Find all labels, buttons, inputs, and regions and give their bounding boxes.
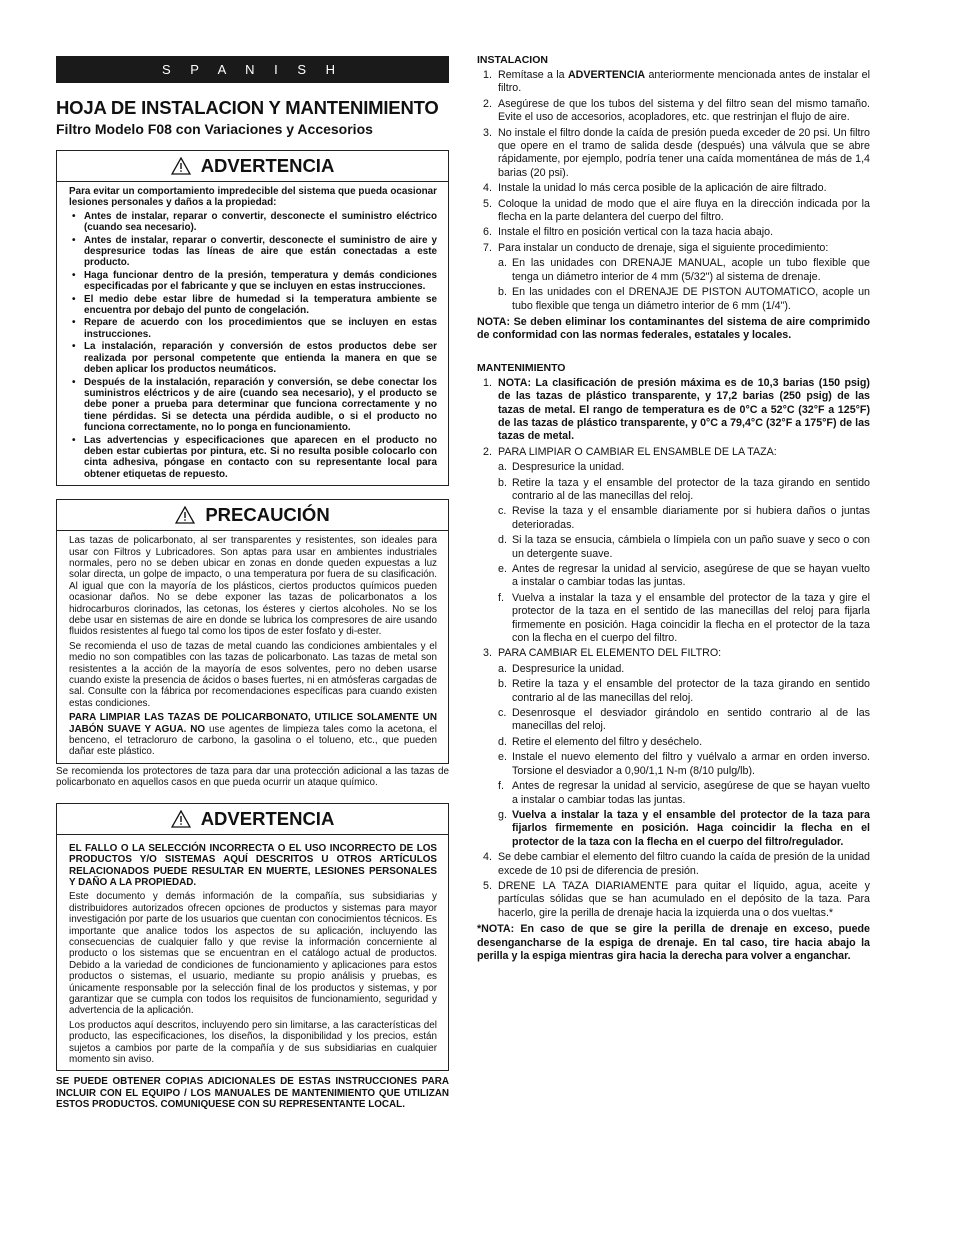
maintenance-substep: [477, 780, 870, 807]
caution-box: [56, 499, 449, 764]
maintenance-step: [477, 647, 870, 660]
warning-box-2: [56, 803, 449, 1072]
substep-text: Despresurice la unidad.: [512, 662, 625, 675]
substep-text: Retire la taza y el ensamble del protector de la taza girando en sentido contrario al de las manecillas del reloj.: [512, 678, 870, 704]
step-text-bold: ADVERTENCIA: [567, 69, 646, 81]
warning-2-paragraph-2: Este documento y demás información de la compañía, sus subsidiarias y distribuidores autorizados ofrecen opciones de productos y sistemas para mayor investigación por parte de los usuarios que cuentan con conocimientos técnicos. Es importante que analice todos los aspectos de su aplicación, incluyendo las consecuencias de cualquier fallo y que revise la información concerniente al producto o los sistemas que se encuentran en el catálogo actual de productos. Debido a la variedad de condiciones de funcionamiento y aplicaciones para estos productos o sistemas, el usuario, mediante su propio análisis y pruebas, es únicamente responsable por la selección final de los productos y sistemas, y por garantizar que se cumpla con todos los requisitos de funcionamiento, seguridad y advertencia de la aplicación.: [69, 891, 437, 1017]
step-number: 7.: [483, 241, 492, 254]
warning-1-item: • Repare de acuerdo con los procedimientos que se incluyen en estas instrucciones.: [69, 317, 437, 340]
step-number: 5.: [483, 879, 492, 892]
step-text: Instale el filtro en posición vertical con la taza hacia abajo.: [498, 226, 774, 239]
warning-box-2-body: [57, 835, 448, 1071]
warning-1-item: • Haga funcionar dentro de la presión, temperatura y demás condiciones especificadas por el fabricante y que se incluyen en estas instrucciones.: [69, 270, 437, 293]
maintenance-substep: [477, 663, 870, 676]
substep-text: Antes de regresar la unidad al servicio, asegúrese de que se hayan vuelto a instalar o cambiar todas las juntas.: [512, 563, 870, 589]
maintenance-step: [477, 377, 870, 444]
step-number: 1.: [483, 376, 492, 389]
substep-letter: b.: [498, 476, 507, 489]
substep-letter: a.: [498, 461, 507, 474]
maintenance-substep: [477, 678, 870, 705]
warning-box-1-title: ADVERTENCIA: [200, 155, 335, 176]
substep-text: Vuelva a instalar la taza y el ensamble del protector de la taza para fijarlos firmemente en posición. Haga coincidir la flecha en el protector de la taza con la flecha en el cuerpo del filtro/regulador.: [512, 808, 870, 848]
substep-letter: a.: [498, 662, 507, 675]
installation-heading: INSTALACION: [477, 54, 548, 66]
substep-letter: e.: [498, 563, 507, 575]
caution-cleaning-text: use agentes de limpieza tales como la acetona, el benceno, el tetracloruro de carbono, la gasolina o el tolueno, etc., que pueden dañar este plástico.: [69, 723, 437, 758]
installation-step: [477, 226, 870, 239]
substep-text: Despresurice la unidad.: [512, 461, 625, 474]
installation-step: [477, 198, 870, 225]
caution-box-header: [57, 500, 448, 531]
document-title: HOJA DE INSTALACION Y MANTENIMIENTO: [56, 97, 439, 118]
warning-box-1-body: [57, 182, 448, 485]
maintenance-substep: [477, 534, 870, 561]
step-text: NOTA: La clasificación de presión máxima es de 10,3 barias (150 psig) de las tazas de plástico transparente, y 17,2 barias (250 psig) de las tazas de metal. El rango de temperatura es de 0°C a 52°C (32°F a 125°F) de las tazas de plástico transparente, y 0°C a 79,4°C (32°F a 175°F) de las tazas de metal.: [498, 376, 870, 443]
warning-box-2-title: ADVERTENCIA: [200, 807, 335, 829]
maintenance-substep: [477, 736, 870, 749]
step-text: Instale la unidad lo más cerca posible de la aplicación de aire filtrado.: [498, 182, 827, 195]
step-text: Asegúrese de que los tubos del sistema y del filtro sean del mismo tamaño. Evite el uso de accesorios, acopladores, etc. que restrinjan el flujo de aire.: [498, 97, 870, 124]
step-text: anteriormente mencionada antes de instalar el filtro.: [498, 69, 870, 95]
installation-step: [477, 98, 870, 125]
step-text: Se debe cambiar el elemento del filtro cuando la caída de presión de la unidad excede de 10 psi de diferencia de presión.: [498, 851, 870, 877]
step-number: 5.: [483, 197, 492, 210]
step-number: 2.: [483, 97, 492, 110]
substep-text: Vuelva a instalar la taza y el ensamble del protector de la taza y gire el protector de la taza en el sentido de las manecillas del reloj para fijarla firmemente en posición. Haga coincidir la flecha en el protector de la taza con la flecha en el cuerpo del filtro.: [512, 591, 870, 645]
step-text: PARA LIMPIAR O CAMBIAR EL ENSAMBLE DE LA TAZA:: [498, 445, 777, 458]
maintenance-substep: [477, 461, 870, 474]
step-number: 4.: [483, 851, 492, 864]
step-number: 3.: [483, 647, 492, 660]
warning-1-item: • Antes de instalar, reparar o convertir, desconecte el suministro de aire y despresurice todas las líneas de aire que están conectadas a este producto.: [69, 235, 437, 269]
step-text: Coloque la unidad de modo que el aire fluya en la dirección indicada por la flecha en la parte delantera del cuerpo del filtro.: [498, 197, 870, 224]
maintenance-heading: MANTENIMIENTO: [477, 361, 566, 374]
substep-text: Retire el elemento del filtro y deséchelo.: [512, 735, 703, 748]
maintenance-step: [477, 851, 870, 878]
warning-2-paragraph-1: EL FALLO O LA SELECCIÓN INCORRECTA O EL USO INCORRECTO DE LOS PRODUCTOS Y/O SISTEMAS AQUÍ DESCRITOS U OTROS ARTÍCULOS RELACIONADOS PUEDE RESULTAR EN MUERTE, LESIONES PERSONALES Y DAÑO A LA PROPIEDAD.: [69, 842, 437, 888]
maintenance-step: [477, 446, 870, 459]
step-text: Para instalar un conducto de drenaje, siga el siguiente procedimiento:: [498, 241, 829, 254]
caution-box-title: PRECAUCIÓN: [205, 504, 330, 526]
warning-2-paragraph-3: Los productos aquí descritos, incluyendo pero sin limitarse, a las características del producto, las especificaciones, los diseños, la disponibilidad y los precios, están sujetos a cambios por parte de la compañía y de sus subsidiarias en cualquier momento sin aviso.: [69, 1019, 437, 1065]
warning-1-item: • La instalación, reparación y conversión de estos productos debe ser realizada por personal competente que entienda la manera en que se deben aplicar los productos neumáticos.: [69, 341, 437, 375]
substep-text: Instale el nuevo elemento del filtro y vuélvalo a armar en orden inverso. Torsione el desviador a 0,90/1,1 N-m (8/10 pulg/lb).: [512, 751, 870, 777]
step-number: 2.: [483, 445, 492, 458]
maintenance-step: [477, 880, 870, 920]
warning-box-1: [56, 150, 449, 486]
substep-letter: c.: [498, 707, 507, 720]
substep-text: Antes de regresar la unidad al servicio, asegúrese de que se hayan vuelto a instalar o cambiar todas las juntas.: [512, 780, 870, 806]
step-text: No instale el filtro donde la caída de presión pueda exceder de 20 psi. Un filtro que opere en el tramo de salida desde (después) una válvula que se abre rápidamente, por ejemplo, podría tener una caída momentánea de más de 1,4 barias (20 psi).: [498, 126, 870, 179]
caution-paragraph-1: Las tazas de policarbonato, al ser transparentes y resistentes, son ideales para usar con Filtros y Lubricadores. Son aptas para usar en ambientes industriales normales, pero no se deben ubicar en zonas en donde queden expuestas a luz solar directa, un golpe de impacto, o una temperatura por fuera de su clasificación. Al igual que con la mayoría de los plásticos, ciertos productos químicos pueden ocasionar daños. No se debe exponer las tazas de policarbonatos a los hidrocarburos clorinados, las cetonas, los ésteres y ciertos alcoholes. No se los debe usar en sistemas de aire en donde se lubrica los compresores de aire usando fluidos resistentes al fuego tal como los tipos de ester fosfato y di-ester.: [69, 535, 437, 638]
substep-letter: a.: [498, 257, 507, 270]
right-column: [477, 54, 870, 963]
step-number: 4.: [483, 182, 492, 195]
bowl-guard-note: Se recomienda los protectores de taza para dar una protección adicional a las tazas de policarbonato en aquellos casos en que pueda ocurrir un ataque químico.: [56, 765, 449, 789]
warning-triangle-icon: [171, 810, 191, 828]
maintenance-substep: [477, 809, 870, 849]
warning-triangle-icon: [171, 157, 191, 175]
substep-text: Desenrosque el desviador girándolo en sentido contrario al de las manecillas del reloj.: [512, 707, 870, 733]
left-column: [56, 56, 449, 1111]
installation-step: [477, 182, 870, 195]
caution-paragraph-3: [69, 712, 437, 758]
step-number: 1.: [483, 69, 492, 81]
maintenance-substep: [477, 563, 870, 590]
maintenance-note: *NOTA: En caso de que se gire la perilla de drenaje en exceso, puede desengancharse de la espiga de drenaje. En tal caso, tire hacia abajo la perilla y la espiga mientras gira hacia la derecha para volver a enganchar.: [477, 923, 870, 962]
installation-substep: [477, 286, 870, 313]
caution-paragraph-2: Se recomienda el uso de tazas de metal cuando las condiciones ambientales y el medio no son compatibles con las tazas de policarbonato. Las tazas de metal son resistentes a la acción de la mayoría de esos solventes, pero no deben usarse cuando existe la presencia de ácidos o bases fuertes, ni en atmósferas cargadas de sal. Consulte con la fábrica por recomendaciones específicas para cuando existen estas condiciones.: [69, 640, 437, 709]
substep-letter: f.: [498, 591, 504, 604]
caution-cleaning-warning: PARA LIMPIAR LAS TAZAS DE POLICARBONATO, UTILICE SOLAMENTE UN JABÓN SUAVE Y AGUA. NO: [69, 712, 437, 735]
substep-text: En las unidades con DRENAJE MANUAL, acople un tubo flexible que tenga un diámetro interior de 4 mm (5/32") al sistema de drenaje.: [512, 257, 870, 283]
installation-substep: [477, 257, 870, 284]
substep-letter: b.: [498, 678, 507, 691]
maintenance-substep: [477, 477, 870, 504]
installation-step: [477, 127, 870, 181]
warning-box-2-header: [57, 804, 448, 835]
substep-letter: d.: [498, 735, 507, 748]
warning-1-intro: Para evitar un comportamiento impredecible del sistema que pueda ocasionar lesiones personales y daños a la propiedad:: [69, 186, 437, 209]
warning-1-item: • Las advertencias y especificaciones que aparecen en el producto no deben estar cubiertas por pintura, etc. Si no resulta posible colocarlo con cinta adhesiva, póngase en contacto con su representante local para obtener etiquetas de repuesto.: [69, 435, 437, 481]
substep-text: Retire la taza y el ensamble del protector de la taza girando en sentido contrario al de las manecillas del reloj.: [512, 476, 870, 502]
maintenance-substep: [477, 592, 870, 646]
substep-text: Revise la taza y el ensamble diariamente por si hubiera daños o juntas deterioradas.: [512, 505, 870, 531]
step-text: DRENE LA TAZA DIARIAMENTE para quitar el líquido, agua, aceite y partículas sólidas que se han acumulado en el depósito de la taza. Para hacerlo, gire la perilla de drenaje hacia la izquierda una o dos vueltas.*: [498, 879, 870, 919]
caution-box-body: [57, 531, 448, 763]
warning-1-item: • Antes de instalar, reparar o convertir, desconecte el suministro eléctrico (cuando sea necesario).: [69, 211, 437, 234]
warning-1-item: • Después de la instalación, reparación y conversión, se debe conectar los suministros eléctricos y de aire (cuando sea necesario), y el producto se debe poner a prueba para determinar que funciona correctamente y no tiene pérdidas. Si se detecta una pérdida audible, o si el producto no funciona correctamente, no lo ponga en funcionamiento.: [69, 377, 437, 434]
warning-triangle-icon: [175, 506, 195, 524]
installation-step: [477, 242, 870, 255]
substep-text: Si la taza se ensucia, cámbiela o límpiela con un paño suave y seco o con un detergente suave.: [512, 534, 870, 560]
installation-step: [477, 69, 870, 96]
maintenance-substep: [477, 707, 870, 734]
warning-1-list: [69, 211, 437, 480]
step-text: PARA CAMBIAR EL ELEMENTO DEL FILTRO:: [498, 647, 722, 660]
additional-copies-note: SE PUEDE OBTENER COPIAS ADICIONALES DE ESTAS INSTRUCCIONES PARA INCLUIR CON EL EQUIPO / LOS MANUALES DE MANTENIMIENTO QUE UTILIZAN ESTOS PRODUCTOS. COMUNIQUESE CON SU REPRESENTANTE LOCAL.: [56, 1076, 449, 1111]
installation-note: NOTA: Se deben eliminar los contaminantes del sistema de aire comprimido de conformidad con las normas federales, estatales y locales.: [477, 315, 870, 342]
step-number: 6.: [483, 226, 492, 239]
substep-text: En las unidades con el DRENAJE DE PISTON AUTOMATICO, acople un tubo flexible que tenga un diámetro interior de 6 mm (1/4").: [512, 286, 870, 312]
language-banner: S P A N I S H: [56, 56, 449, 83]
substep-letter: f.: [498, 780, 504, 793]
substep-letter: g.: [498, 808, 507, 821]
warning-box-1-header: [57, 151, 448, 182]
substep-letter: d.: [498, 534, 507, 547]
step-text: Remítase a la: [498, 69, 568, 81]
substep-letter: c.: [498, 505, 507, 518]
document-subtitle: Filtro Modelo F08 con Variaciones y Accesorios: [56, 121, 373, 137]
warning-1-item: • El medio debe estar libre de humedad si la temperatura ambiente se encuentra por debajo del punto de congelación.: [69, 294, 437, 317]
substep-letter: b.: [498, 286, 507, 299]
maintenance-substep: [477, 505, 870, 532]
step-number: 3.: [483, 126, 492, 139]
maintenance-substep: [477, 751, 870, 778]
substep-letter: e.: [498, 751, 507, 764]
